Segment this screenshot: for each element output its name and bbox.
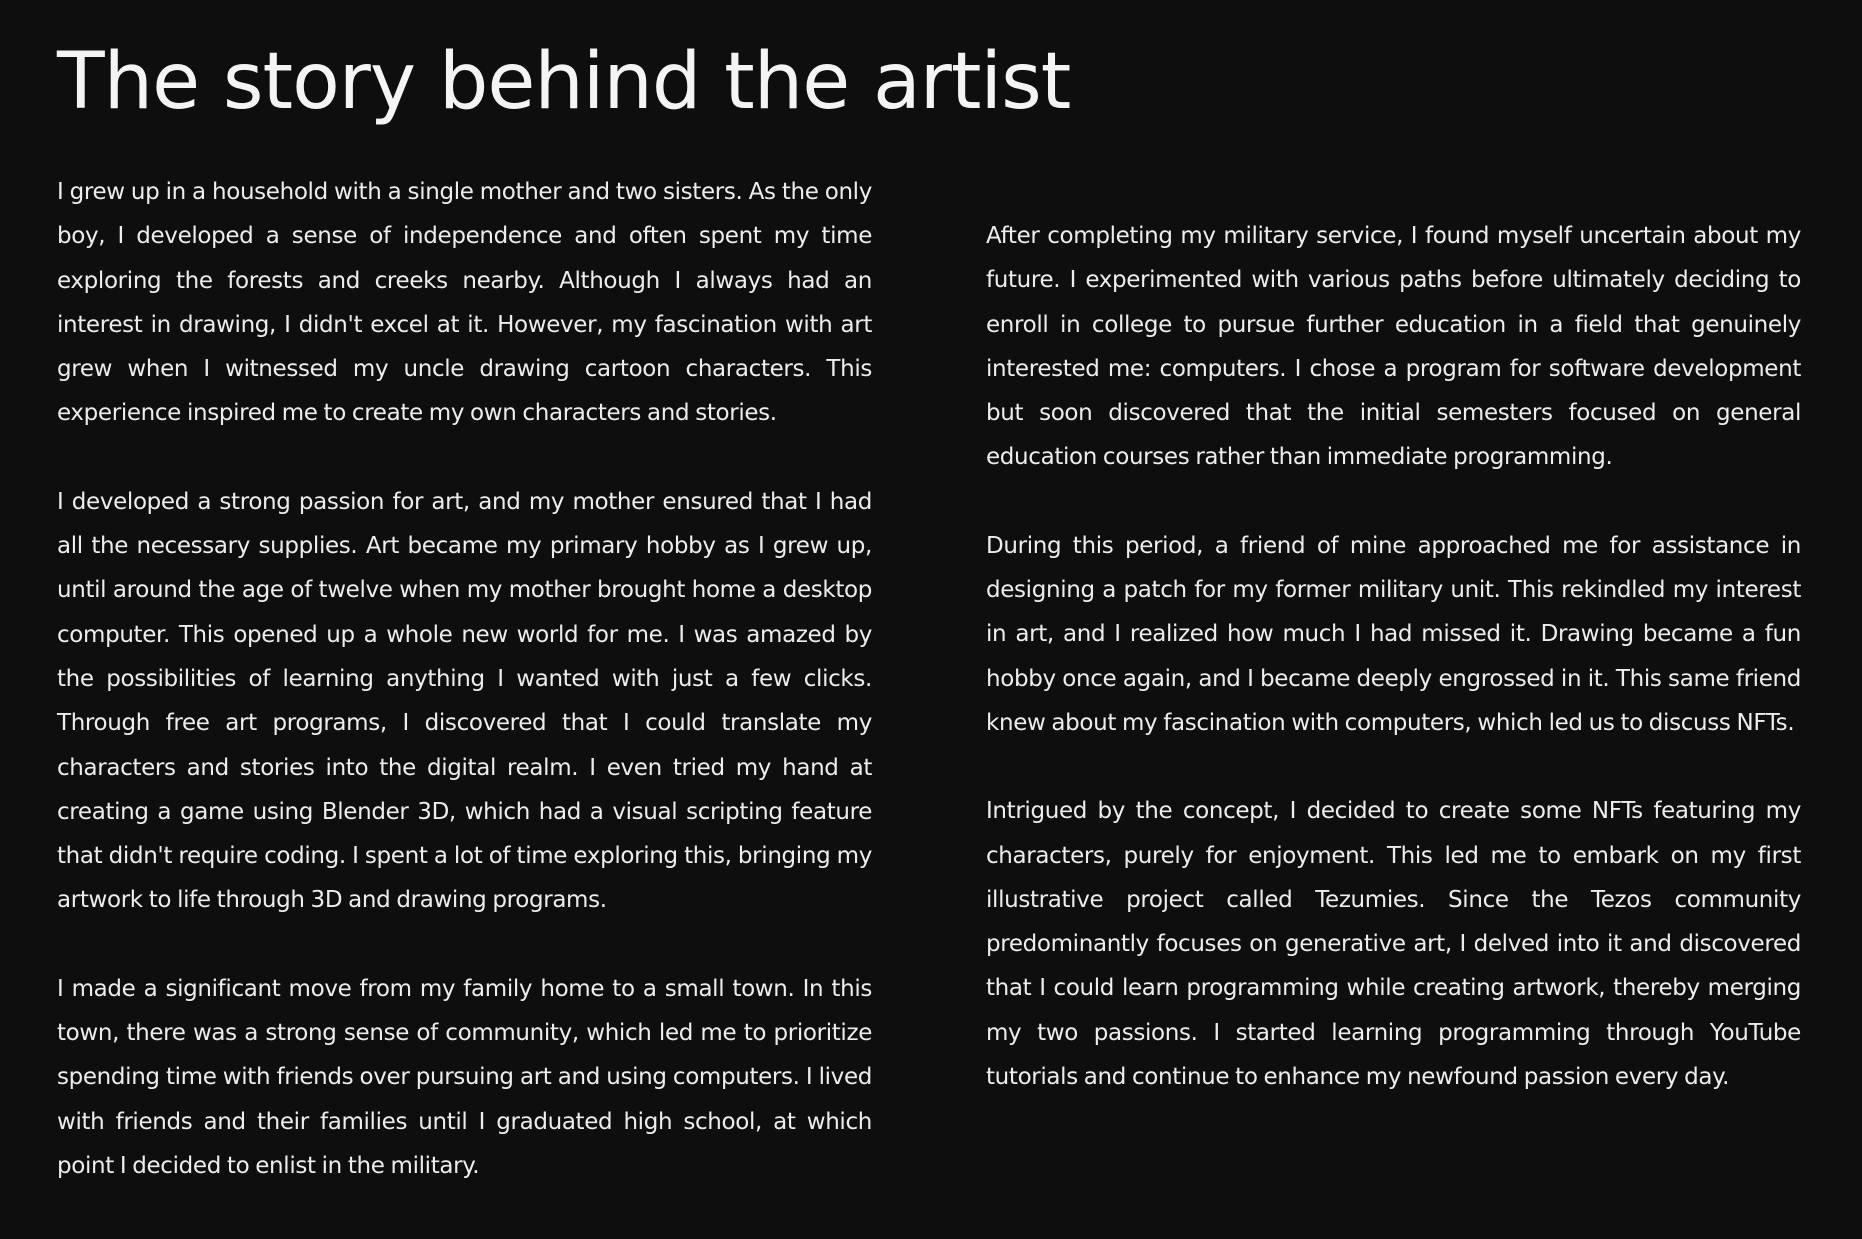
paragraph-small-town: I made a significant move from my family home to a small town. In this town, there was a strong sense of community, which led me to prioritize spending time with friends over pursuing art and using computers. I lived with friends and their families until I graduated high school, at which point I decided to enlist in the military. bbox=[57, 975, 872, 1179]
page-title: The story behind the artist bbox=[57, 37, 1071, 127]
paragraph-rekindled-art: During this period, a friend of mine approached me for assistance in designing a patch for my former military unit. This rekindled my interest in art, and I realized how much I had missed it. Drawing became a fun hobby once again, and I became deeply engrossed in it. This same friend knew about my fascination with computers, which led us to discuss NFTs. bbox=[986, 532, 1801, 736]
paragraph-nfts: Intrigued by the concept, I decided to create some NFTs featuring my characters, purely for enjoyment. This led me to embark on my first illustrative project called Tezumies. Since the Tezos community predominantly focuses on generative art, I delved into it and discovered that I could learn programming while creating artwork, thereby merging my two passions. I started learning programming through YouTube tutorials and continue to enhance my newfound passion every day. bbox=[986, 798, 1801, 1091]
story-section bbox=[57, 0, 1801, 1239]
paragraph-art-passion: I developed a strong passion for art, and my mother ensured that I had all the necessary supplies. Art became my primary hobby as I grew up, until around the age of twelve when my mother brought home a desktop computer. This opened up a whole new world for me. I was amazed by the possibilities of learning anything I wanted with just a few clicks. Through free art programs, I discovered that I could translate my characters and stories into the digital realm. I even tried my hand at creating a game using Blender 3D, which had a visual scripting feature that didn't require coding. I spent a lot of time exploring this, bringing my artwork to life through 3D and drawing programs. bbox=[57, 488, 872, 914]
left-column bbox=[57, 170, 872, 1232]
paragraph-childhood: I grew up in a household with a single mother and two sisters. As the only boy, I developed a sense of independence and often spent my time exploring the forests and creeks nearby. Although I always had an interest in drawing, I didn't excel at it. However, my fascination with art grew when I witnessed my uncle drawing cartoon characters. This experience inspired me to create my own characters and stories. bbox=[57, 179, 872, 427]
paragraph-after-military: After completing my military service, I found myself uncertain about my future. I experimented with various paths before ultimately deciding to enroll in college to pursue further education in a field that genuinely interested me: computers. I chose a program for software development but soon discovered that the initial semesters focused on general education courses rather than immediate programming. bbox=[986, 223, 1801, 471]
right-column bbox=[986, 214, 1801, 1143]
